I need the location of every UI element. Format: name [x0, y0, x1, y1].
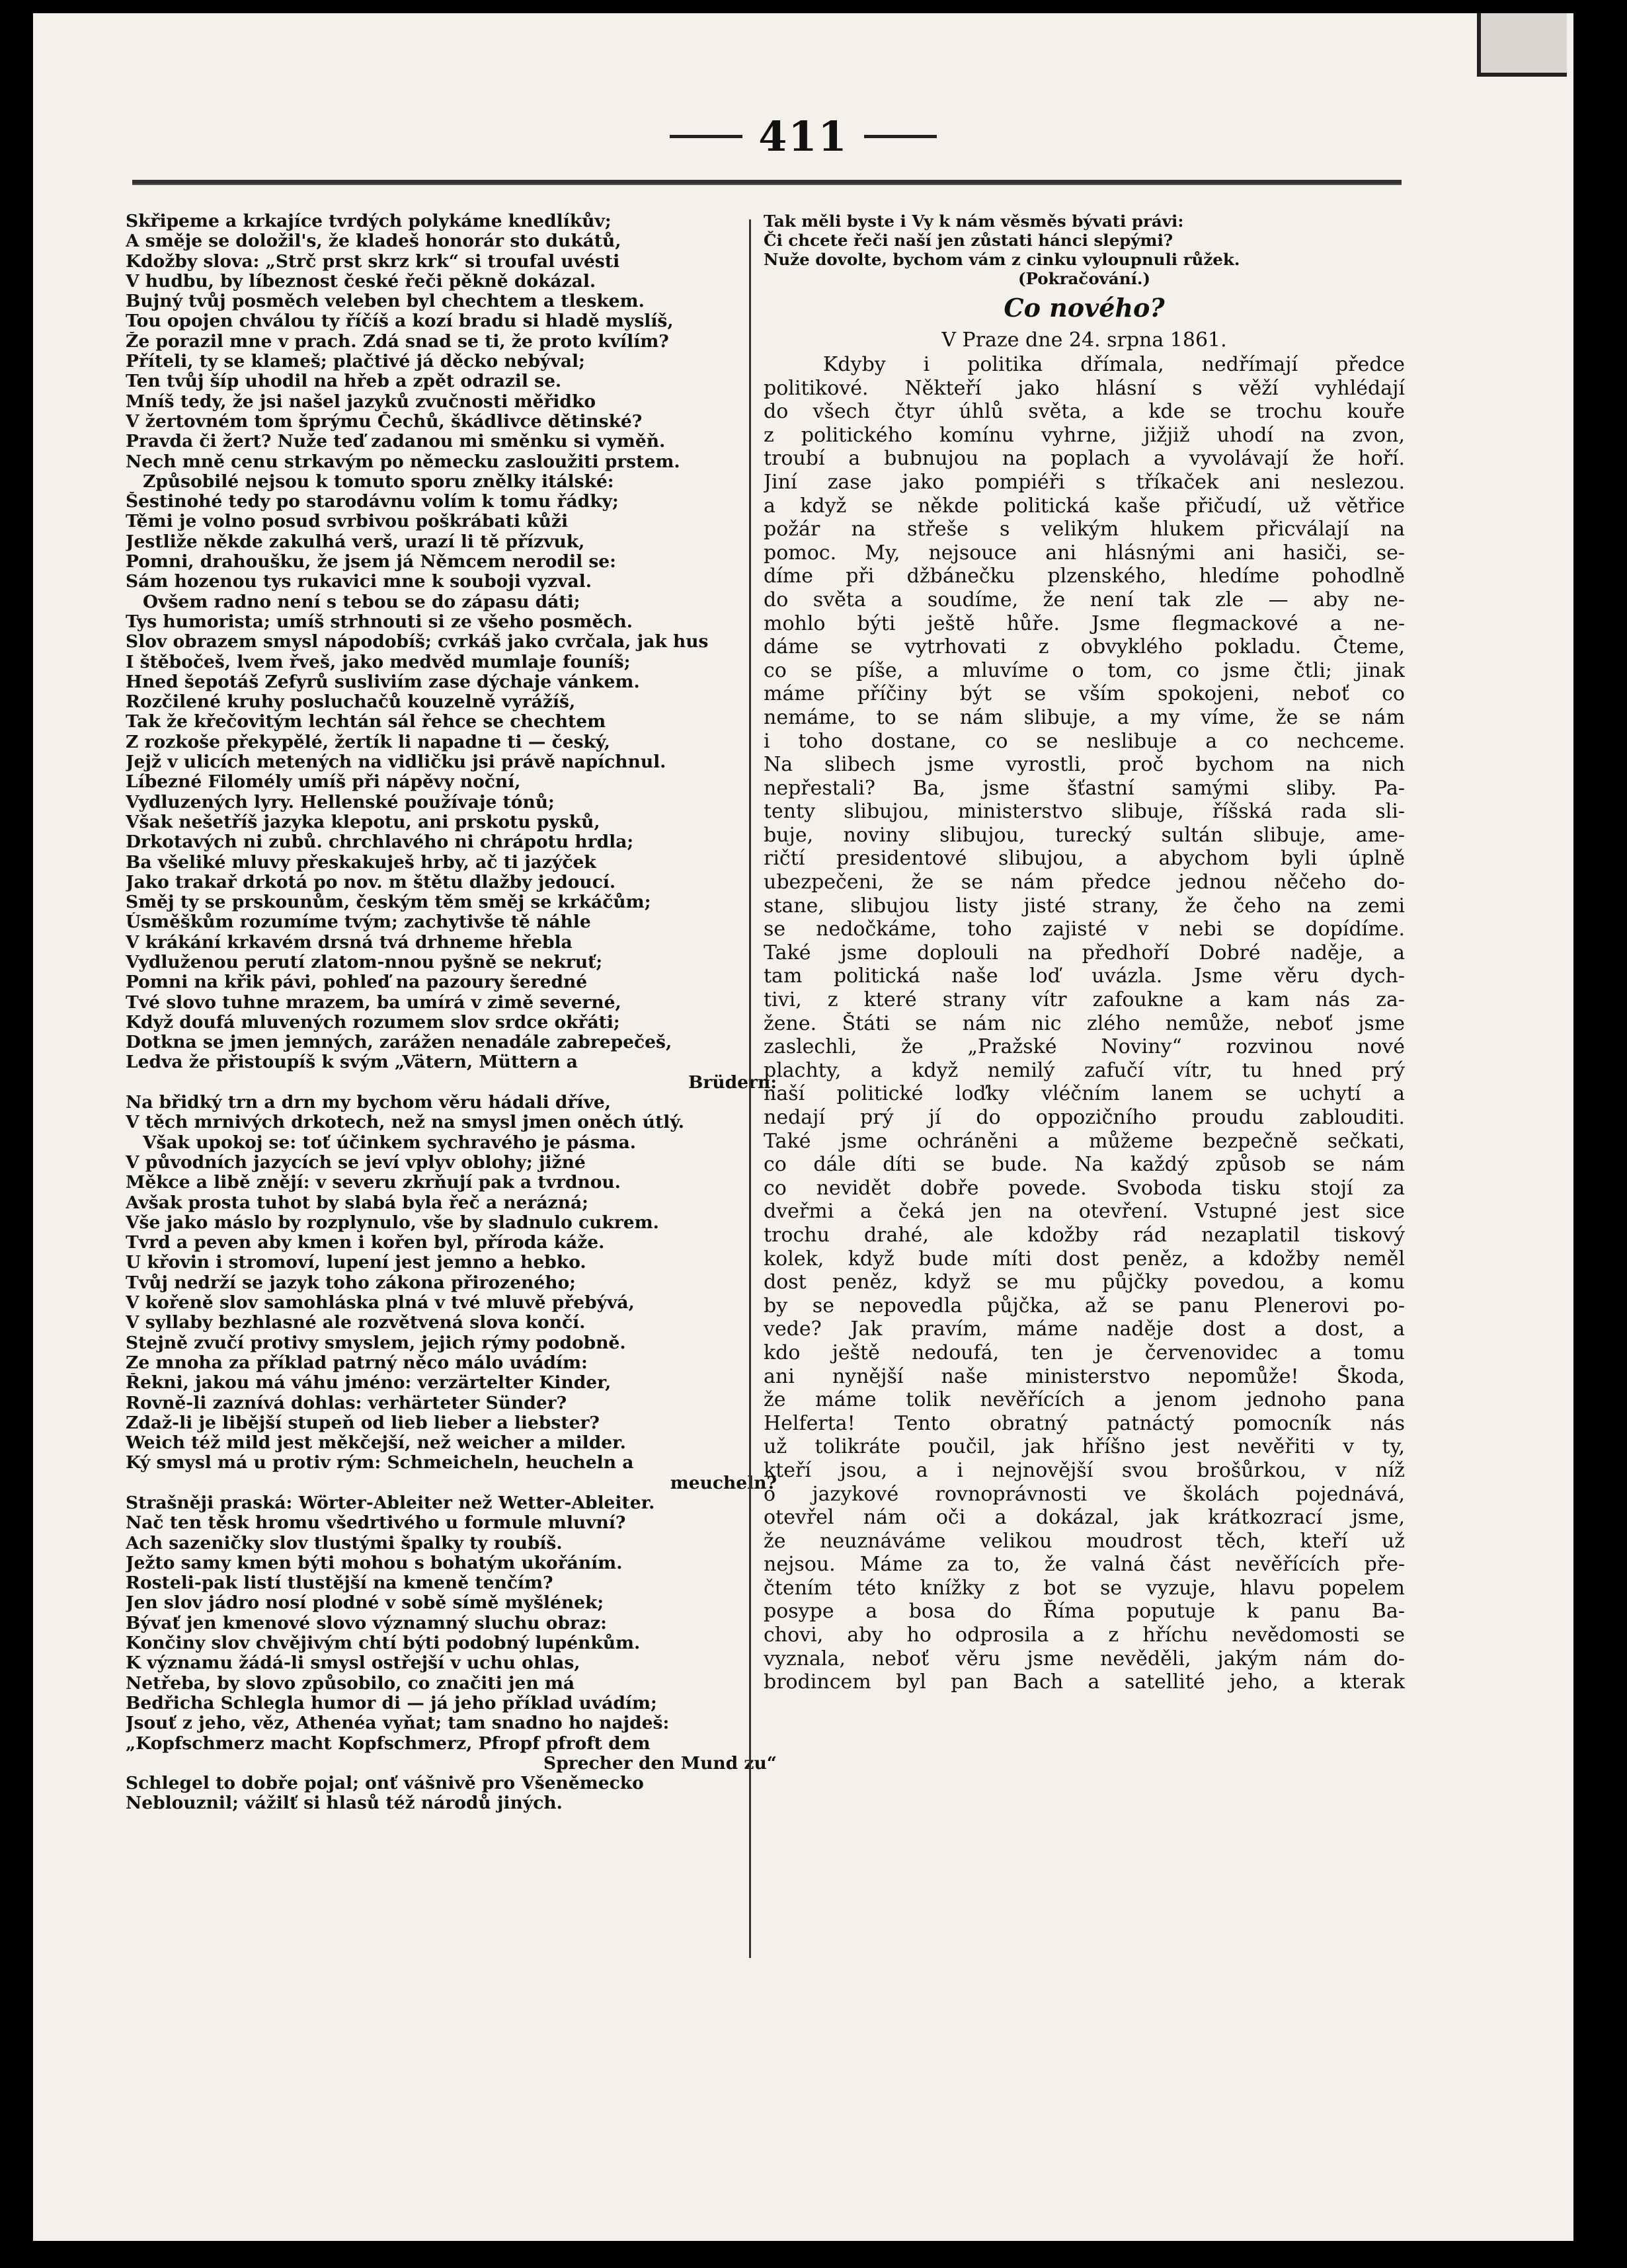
poem-line: Jsouť z jeho, věz, Athenéa vyňat; tam snadno ho najdeš: [126, 1713, 670, 1734]
poem-line: Neblouznil; vážilť si hlasů též národů jiných. [126, 1793, 563, 1814]
article-line: chovi, aby ho odprosila a z hříchu nevědomosti se [764, 1623, 1405, 1647]
poem-line: Tys humorista; umíš strhnouti si ze všeho posměch. [126, 611, 633, 632]
article-line: pomoc. My, nejsouce ani hlásnými ani hasiči, se- [764, 541, 1405, 565]
article-line: politikové. Někteří jako hlásní s věží vyhlédají [764, 376, 1405, 400]
article-line: dáme se vytrhovati z obvyklého pokladu. Čteme, [764, 635, 1405, 659]
article-line: tivi, z které strany vítr zafoukne a kam nás za- [764, 988, 1405, 1012]
poem-line: K významu žádá-li smysl ostřejší v uchu ohlas, [126, 1653, 580, 1674]
page-header [33, 112, 1573, 161]
column-divider [749, 219, 751, 1958]
article-line: kdo ještě nedoufá, ten je červenovidec a tomu [764, 1341, 1405, 1364]
poem-line: Vydluženou perutí zlatom-nnou pyšně se nekruť; [126, 952, 603, 972]
article-line: co nevidět dobře povede. Svoboda tisku stojí za [764, 1176, 1405, 1200]
article-line: čtením této knížky z bot se vyzuje, hlavu popelem [764, 1576, 1405, 1600]
poem-line: Ach sazeničky slov tlustými špalky ty roubíš. [126, 1533, 563, 1553]
article-line: do všech čtyr úhlů světa, a kde se trochu kouře [764, 400, 1405, 424]
article-line: vede? Jak pravím, máme naděje dost a dost, a [764, 1317, 1405, 1341]
article-line: trochu drahé, ale kdožby rád nezaplatil tiskový [764, 1223, 1405, 1247]
poem-line: „Kopfschmerz macht Kopfschmerz, Pfropf pfroft dem [126, 1733, 651, 1754]
article-line: nedají prý jí do oppozičního proudu zablouditi. [764, 1106, 1405, 1129]
poem-line: V původních jazycích se jeví vplyv oblohy; jižné [126, 1152, 586, 1173]
article-line: vyznala, neboť věru jsme nevěděli, jakým nám do- [764, 1647, 1405, 1670]
article-line: ani nynější naše ministerstvo nepomůže! Škoda, [764, 1364, 1405, 1388]
header-dash-left [670, 135, 742, 138]
article-line: Helferta! Tento obratný patnáctý pomocník nás [764, 1411, 1405, 1435]
poem-line: Tou opojen chválou ty říčíš a kozí bradu si hladě myslíš, [126, 311, 674, 332]
poem-line: Stejně zvučí protivy smyslem, jejich rýmy podobně. [126, 1333, 626, 1353]
poem-line: Rovně-li zaznívá dohlas: verhärteter Sünder? [126, 1393, 567, 1413]
article-line: do světa a soudíme, že není tak zle — aby ne- [764, 588, 1405, 611]
article-line: máme příčiny být se vším spokojeni, neboť co [764, 682, 1405, 706]
poem-line: Avšak prosta tuhot by slabá byla řeč a nerázná; [126, 1193, 588, 1213]
article-line: tenty slibujou, ministerstvo slibuje, říšská rada sli- [764, 800, 1405, 824]
poem-line: V hudbu, by líbeznost české řeči pěkně dokázal. [126, 271, 596, 292]
poem-line: V těch mrnivých drkotech, než na smysl jmen oněch útlý. [126, 1113, 684, 1133]
poem-ending [764, 212, 1405, 269]
article-line: o jazykové rovnoprávnosti ve školách pojednává, [764, 1482, 1405, 1506]
poem-line: Strašněji praská: Wörter-Ableiter než Wetter-Ableiter. [126, 1493, 655, 1513]
article-line: dost peněz, když se mu půjčky povedou, a komu [764, 1271, 1405, 1294]
poem-line: Měkce a libě znějí: v severu zkrňují pak a tvrdnou. [126, 1173, 621, 1193]
section-heading: Co nového? [1004, 293, 1165, 323]
article-line: stane, slibujou listy jisté strany, že čeho na zemi [764, 894, 1405, 918]
page-number: 411 [758, 112, 848, 161]
article-line: díme při džbánečku plzenského, hledíme pohodlně [764, 565, 1405, 588]
poem-line: Weich též mild jest měkčejší, než weicher a milder. [126, 1433, 626, 1454]
poem-line: Příteli, ty se klameš; plačtivé já děcko nebýval; [126, 352, 585, 372]
poem-line: Ten tvůj šíp uhodil na hřeb a zpět odrazil se. [126, 371, 562, 392]
article-line: Také jsme ochráněni a můžeme bezpečně sečkati, [764, 1129, 1405, 1153]
poem-line: Tvé slovo tuhne mrazem, ba umírá v zimě severné, [126, 992, 621, 1013]
poem-line: Tvůj nedrží se jazyk toho zákona přirozeného; [126, 1272, 576, 1293]
article-line: a když se někde politická kaše přičudí, už větřice [764, 494, 1405, 518]
poem-line: Tak měli byste i Vy k nám věsměs bývati právi: [764, 212, 1184, 231]
poem-line: Nuže dovolte, bychom vám z cinku vyloupnuli růžek. [764, 250, 1240, 269]
poem-line: Dotkna se jmen jemných, zarážen nenadále zabrepečeš, [126, 1033, 672, 1053]
left-column-poem [126, 212, 783, 1814]
poem-line: Či chcete řeči naší jen zůstati hánci slepými? [764, 231, 1173, 250]
article-line: Jiní zase jako pompiéři s tříkaček ani neslezou. [764, 470, 1405, 494]
poem-line: Pomni na křik pávi, pohleď na pazoury šeredné [126, 972, 588, 993]
article-line: troubí a bubnujou na poplach a vyvolávají že hoří. [764, 447, 1405, 471]
poem-line: Slov obrazem smysl nápodobíš; cvrkáš jako cvrčala, jak hus [126, 632, 709, 652]
article-line: plachty, a když nemilý zafučí vítr, tu hned prý [764, 1058, 1405, 1082]
poem-line: V syllaby bezhlasné ale rozvětvená slova končí. [126, 1313, 586, 1333]
article-line: žene. Štáti se nám nic zlého nemůže, neboť jsme [764, 1011, 1405, 1035]
poem-line: Kdožby slova: „Strč prst skrz krk“ si troufal uvésti [126, 251, 620, 272]
article-line: by se nepovedla půjčka, až se panu Plenerovi po- [764, 1294, 1405, 1317]
article-line: otevřel nám oči a dokázal, jak krátkozrací jsme, [764, 1506, 1405, 1530]
poem-line: Skřipeme a krkajíce tvrdých polykáme knedlíkův; [126, 212, 612, 231]
poem-line: Nech mně cenu strkavým po německu zasloužiti prstem. [126, 451, 680, 472]
article-line: nejsou. Máme za to, že valná část nevěřících pře- [764, 1553, 1405, 1577]
poem-line: Mníš tedy, že jsi našel jazyků zvučnosti měřidko [126, 391, 596, 412]
article-paragraph [764, 353, 1405, 1694]
poem-line: Šestinohé tedy po starodávnu volím k tomu řádky; [126, 492, 619, 512]
article-line: už tolikráte poučil, jak hříšno jest nevěřiti v ty, [764, 1435, 1405, 1459]
poem-line: Že porazil mne v prach. Zdá snad se ti, že proto kvílím? [126, 331, 669, 352]
header-dash-right [864, 135, 937, 138]
poem-line: Ba všeliké mluvy přeskakuješ hrby, ač ti jazýček [126, 852, 596, 873]
article-line: kolek, když bude míti dost peněz, a kdožby neměl [764, 1247, 1405, 1271]
poem-line: Brüdern: [688, 1072, 777, 1093]
poem-line: U křovin i stromoví, lupení jest jemno a hebko. [126, 1253, 586, 1273]
article-line: se nedočkáme, toho zajisté v nebi se dopídíme. [764, 918, 1405, 941]
poem-line: Sprecher den Mund zu“ [543, 1753, 777, 1774]
article-line: zaslechli, že „Pražské Noviny“ rozvinou nové [764, 1035, 1405, 1059]
poem-line: A směje se doložil's, že kladeš honorár sto dukátů, [126, 231, 621, 252]
poem-line: meucheln? [670, 1473, 777, 1493]
article-line: naší politické loďky vléčním lanem se uchytí a [764, 1082, 1405, 1106]
article-line: tam politická naše loď uvázla. Jsme věru dych- [764, 964, 1405, 988]
poem-line: Tvrd a peven aby kmen i kořen byl, příroda káže. [126, 1233, 605, 1253]
article-line: co se píše, a mluvíme o tom, co jsme čtli; jinak [764, 658, 1405, 682]
article-line: požár na střeše s velikým hlukem přicválají na [764, 518, 1405, 541]
poem-line: Tak že křečovitým lechtán sál řehce se chechtem [126, 712, 606, 732]
article-line: co dále díti se bude. Na každý způsob se nám [764, 1153, 1405, 1177]
poem-line: Úsměškům rozumíme tvým; zachytivše tě náhle [126, 912, 591, 933]
poem-line: Když doufá mluvených rozumem slov srdce okřáti; [126, 1012, 620, 1033]
article-line: že máme tolik nevěřících a jenom jednoho pana [764, 1388, 1405, 1412]
poem-line: Ze mnoha za příklad patrný něco málo uvádím: [126, 1352, 588, 1373]
article-line: nepřestali? Ba, jsme šťastní samými sliby. Pa- [764, 776, 1405, 800]
poem-line: Netřeba, by slovo způsobilo, co značiti jen má [126, 1673, 575, 1694]
poem-line: Ježto samy kmen býti mohou s bohatým ukořáním. [126, 1553, 623, 1573]
article-line: i toho dostane, co se neslibuje a co nechceme. [764, 729, 1405, 753]
poem-line: Jako trakař drkotá po nov. m štětu dlažby jedoucí. [126, 872, 616, 892]
poem-line: Bedřicha Schlegla humor di — já jeho příklad uvádím; [126, 1693, 657, 1713]
poem-line: Hned šepotáš Zefyrů susliviím zase dýchaje vánkem. [126, 672, 640, 692]
poem-line: Ledva že přistoupíš k svým „Vätern, Müttern a [126, 1052, 578, 1073]
header-rule [132, 180, 1402, 185]
poem-line: Drkotavých ni zubů. chrchlavého ni chrápotu hrdla; [126, 832, 634, 853]
poem-line: Však upokoj se: toť účinkem sychravého je pásma. [143, 1132, 636, 1153]
poem-line: Vše jako máslo by rozplynulo, vše by sladnulo cukrem. [126, 1212, 659, 1233]
poem-line: Však nešetříš jazyka klepotu, ani prskotu pysků, [126, 812, 600, 832]
continued-note: (Pokračování.) [1017, 269, 1151, 288]
article-line: Kdyby i politika dřímala, nedřímají předce [823, 353, 1405, 376]
article-line: nemáme, to se nám slibuje, a my víme, že se nám [764, 705, 1405, 729]
poem-line: Bývať jen kmenové slovo významný sluchu obraz: [126, 1613, 607, 1633]
poem-line: V žertovném tom šprýmu Čechů, škádlivce dětinské? [126, 411, 643, 432]
article-line: Na slibech jsme vyrostli, proč bychom na nich [764, 753, 1405, 777]
poem-line: Pravda či žert? Nuže teď zadanou mi směnku si vyměň. [126, 432, 666, 452]
right-column [764, 212, 1405, 1694]
poem-line: Těmi je volno posud svrbivou poškrábati kůži [126, 512, 569, 532]
article-line: ubezpečeni, že se nám předce jednou něčeho do- [764, 871, 1405, 894]
article-line: buje, noviny slibujou, turecký sultán slibuje, ame- [764, 823, 1405, 847]
article-line: ričtí presidentové slibujou, a abychom byli úplně [764, 847, 1405, 871]
poem-line: Ovšem radno není s tebou se do zápasu dáti; [143, 592, 580, 612]
poem-line: Schlegel to dobře pojal; onť vášnivě pro Všeněmecko [126, 1774, 644, 1794]
poem-line: V krákání krkavém drsná tvá drhneme hřebla [126, 932, 573, 953]
poem-line: Pomni, drahoušku, že jsem já Němcem nerodil se: [126, 552, 616, 572]
dateline: V Praze dne 24. srpna 1861. [941, 329, 1227, 352]
poem-line: Končiny slov chvějivým chtí býti podobný lupénkům. [126, 1633, 641, 1654]
poem-line: Na břidký trn a drn my bychom věru hádali dříve, [126, 1093, 611, 1113]
poem-line: Ký smysl má u protiv rým: Schmeicheln, heucheln a [126, 1453, 634, 1473]
article-line: kteří jsou, a i nejnovější svou brošůrkou, v níž [764, 1458, 1405, 1482]
article-line: mohlo býti ještě hůře. Jsme flegmackové a ne- [764, 611, 1405, 635]
article-line: že neuznáváme velikou moudrost těch, kteří už [764, 1529, 1405, 1553]
poem-line: Nač ten těsk hromu všedrtivého u formule mluvní? [126, 1513, 626, 1534]
poem-line: Vydluzených lyry. Hellenské používaje tónů; [126, 792, 555, 812]
poem-line: Bujný tvůj posměch veleben byl chechtem a tleskem. [126, 292, 645, 312]
poem-line: Líbezné Filomély umíš při nápěvy noční, [126, 772, 521, 793]
poem-line: Řekni, jakou má váhu jméno: verzärtelter Kinder, [126, 1373, 612, 1393]
article-line: posype a bosa do Říma poputuje k panu Ba- [764, 1600, 1405, 1623]
article-line: z politického komínu vyhrne, jižjiž uhodí na zvon, [764, 423, 1405, 447]
poem-line: I štěbočeš, lvem řveš, jako medvěd mumlaje founíš; [126, 652, 631, 672]
poem-line: V kořeně slov samohláska plná v tvé mluvě přebývá, [126, 1293, 635, 1313]
article-line: dveřmi a čeká jen na otevření. Vstupné jest sice [764, 1200, 1405, 1224]
poem-line: Rosteli-pak listí tlustější na kmeně tenčím? [126, 1573, 553, 1594]
article-line: brodincem byl pan Bach a satellité jeho, a kterak [764, 1670, 1405, 1694]
poem-line: Jen slov jádro nosí plodné v sobě símě myšlének; [126, 1593, 604, 1614]
poem-line: Jestliže někde zakulhá verš, urazí li tě přízvuk, [126, 531, 585, 552]
poem-line: Jejž v ulicích metených na vidličku jsi právě napíchnul. [126, 752, 666, 773]
poem-line: Sám hozenou tys rukavici mne k souboji vyzval. [126, 572, 592, 592]
newspaper-page [33, 13, 1573, 2241]
poem-line: Směj ty se prskounům, českým těm směj se krkáčům; [126, 892, 651, 913]
poem-line: Zdaž-li je libější stupeň od lieb lieber a liebster? [126, 1413, 600, 1433]
article-line: Také jsme doplouli na předhoří Dobré naděje, a [764, 941, 1405, 964]
archive-stamp [1477, 13, 1567, 77]
poem-line: Z rozkoše překypělé, žertík li napadne ti — český, [126, 732, 610, 752]
poem-line: Rozčilené kruhy posluchačů kouzelně vyrážíš, [126, 692, 576, 713]
poem-line: Způsobilé nejsou k tomuto sporu znělky itálské: [143, 471, 614, 492]
